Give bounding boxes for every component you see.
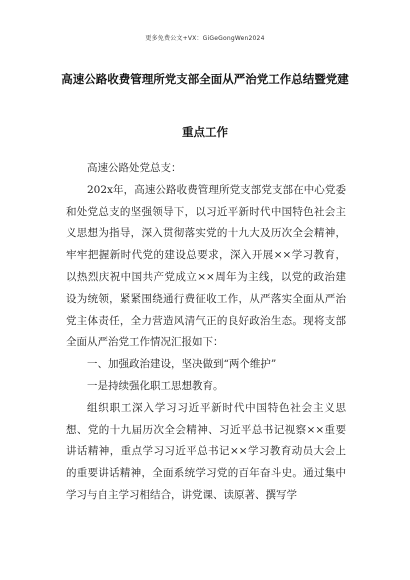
document-title-line1: 高速公路收费管理所党支部全面从严治党工作总结暨党建: [61, 72, 349, 86]
header-watermark: 更多免费公文+VX：GiGeGongWen2024: [145, 35, 265, 42]
paragraph-study: 组织职工深入学习习近平新时代中国特色社会主义思想、党的十九届历次全会精神、习近平总书记视察××重要讲话精神，重点学习习近平总书记××学习教育动员大会上的重要讲话精神，全面系统学习党的百年奋斗史。通过集中学习与自主学习相结合，讲党课、读原著、撰写学: [66, 401, 346, 501]
section-heading-1: 一、加强政治建设，坚决做到“两个维护”: [87, 358, 277, 371]
document-body: [66, 158, 346, 507]
paragraph-intro: 202x年，高速公路收费管理所党支部党支部在中心党委和处党总支的坚强领导下，以习近平新时代中国特色社会主义思想为指导，深入贯彻落实党的十九大及历次全会精神，牢牢把握新时代党的建设总要求，深入开展××学习教育，以热烈庆祝中国共产党成立××周年为主线，以党的政治建设为统领，紧紧围绕通行费征收工作，从严落实全面从严治党主体责任，全力营造风清气正的良好政治生态。现将支部全面从严治党工作情况汇报如下：: [66, 183, 346, 349]
subsection-heading-1: 一是持续强化职工思想教育。: [87, 379, 224, 392]
document-title-line2: 重点工作: [182, 125, 228, 139]
salutation: 高速公路处党总支：: [87, 162, 182, 174]
